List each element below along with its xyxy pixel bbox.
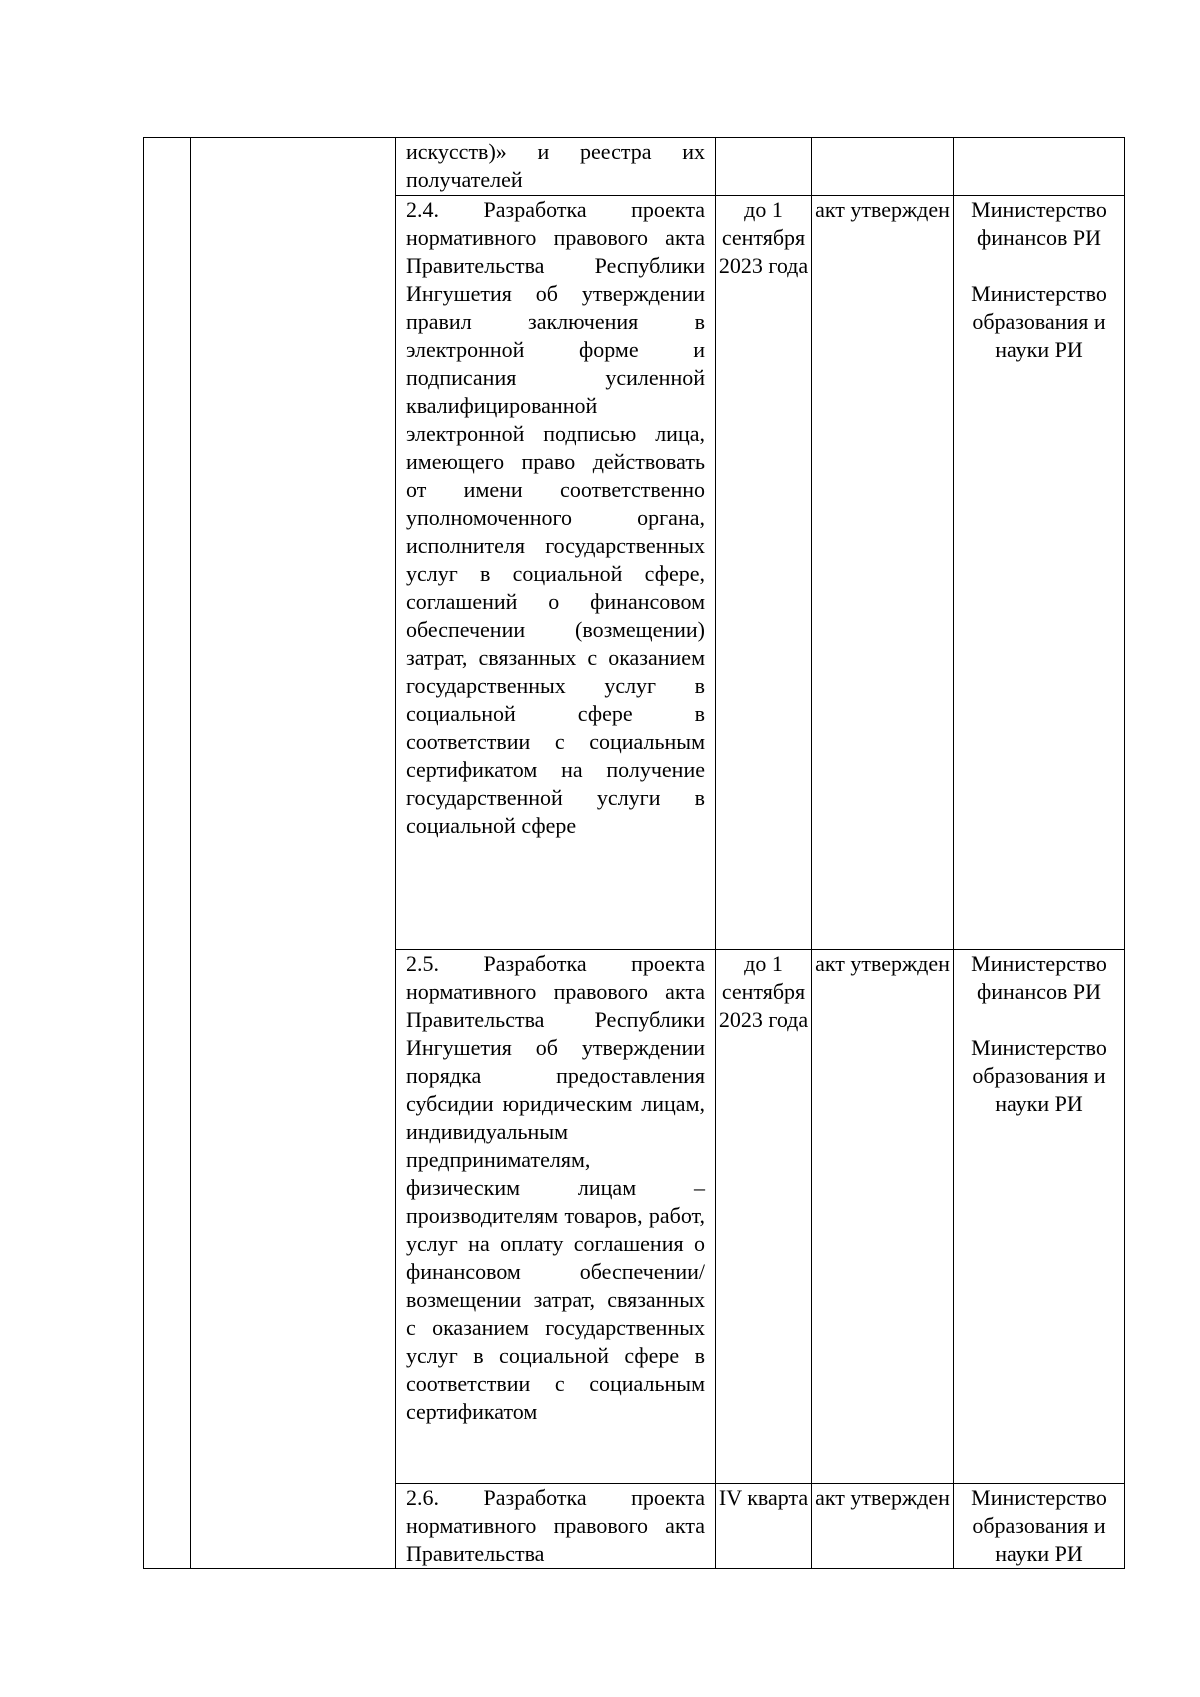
result-text: акт утвержден (815, 1485, 950, 1510)
deadline-cell (716, 1484, 812, 1569)
result-cell (812, 950, 954, 1484)
result-text: акт утвержден (815, 197, 950, 222)
executor-cell (954, 1484, 1125, 1569)
deadline-text: до 1 сентября 2023 года (718, 951, 809, 1032)
executor-name: Министерство образования и науки РИ (971, 281, 1107, 362)
measure-text: 2.4. Разработка проекта нормативного правового акта Правительства Республики Ингушетия об утверждении правил заключения в электронной форме и подписания усиленной квалифицированной электронной подписью лица, имеющего право действовать от имени соответственно уполномоченного органа, исполнителя государственных услуг в социальной сфере, соглашений о финансовом обеспечении (возмещении) затрат, связанных с оказанием государственных услуг в социальной сфере в соответствии с социальным сертификатом на получение государственной услуги в социальной сфере (406, 197, 705, 838)
result-cell (812, 196, 954, 950)
number-column-cell (144, 138, 191, 1569)
executor-name: Министерство финансов РИ (971, 197, 1107, 250)
plan-table (143, 137, 1125, 1569)
measure-cell (396, 1484, 716, 1569)
result-cell (812, 138, 954, 196)
task-column-cell (191, 138, 396, 1569)
deadline-cell (716, 138, 812, 196)
executor-cell (954, 138, 1125, 196)
executor-name: Министерство образования и науки РИ (971, 1035, 1107, 1116)
measure-text: 2.5. Разработка проекта нормативного правового акта Правительства Республики Ингушетия об утверждении порядка предоставления субсидии юридическим лицам, индивидуальным предпринимателям, физическим лицам – производителям товаров, работ, услуг на оплату соглашения о финансовом обеспечении/возмещении затрат, связанных с оказанием государственных услуг в социальной сфере в соответствии с социальным сертификатом (406, 951, 705, 1424)
result-text: акт утвержден (815, 951, 950, 976)
deadline-text: до 1 сентября 2023 года (718, 197, 809, 278)
deadline-cell (716, 196, 812, 950)
measure-cell (396, 950, 716, 1484)
measure-text: искусств)» и реестра их получателей (406, 139, 705, 192)
measure-text: 2.6. Разработка проекта нормативного правового акта Правительства (406, 1485, 705, 1566)
deadline-text: IV кварта (718, 1485, 809, 1510)
executor-name: Министерство образования и науки РИ (971, 1485, 1107, 1566)
table-row (144, 138, 1125, 196)
deadline-cell (716, 950, 812, 1484)
executor-cell (954, 950, 1125, 1484)
executor-cell (954, 196, 1125, 950)
measure-cell (396, 138, 716, 196)
measure-cell (396, 196, 716, 950)
result-cell (812, 1484, 954, 1569)
executor-name: Министерство финансов РИ (971, 951, 1107, 1004)
